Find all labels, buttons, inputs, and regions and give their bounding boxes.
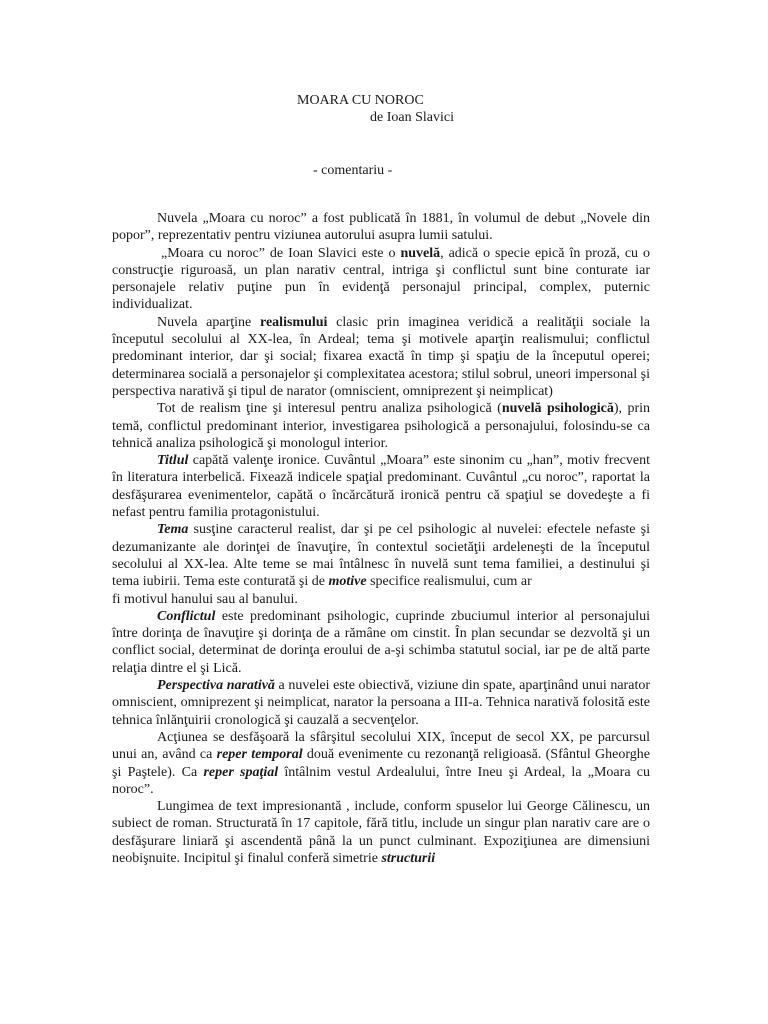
text-segment: ), prin temă, conflictul predominant interior, investigarea psihologică a personajului, folosindu-se ca tehnică analiza psihologică şi monologul interior. — [112, 401, 650, 451]
text-segment: Acţiunea se desfăşoară la sfârşitul secolului XIX, început de secol XX, pe parcursul unui an, având ca — [112, 729, 650, 763]
body-paragraph — [112, 677, 650, 729]
body-paragraph — [112, 729, 650, 798]
emphasized-term: realismului — [260, 314, 328, 330]
body-paragraph — [112, 314, 650, 400]
emphasized-term: Conflictul — [157, 608, 216, 624]
emphasized-term: Perspectiva narativă — [157, 678, 275, 694]
text-segment: capătă valenţe ironice. Cuvântul „Moara” este sinonim cu „han”, motiv frecvent în literatura interbelică. Fixează indicele spaţial predominant. Cuvântul „cu noroc”, raportat la desfăşurarea evenimentelor, capătă o încărcătură ironică pentru că spaţiul se dovedeşte a fi nefast pentru familia protagonistului. — [112, 453, 650, 521]
text-segment: Nuvela aparţine — [157, 314, 260, 330]
body-paragraph — [112, 210, 650, 245]
text-segment: susţine caracterul realist, dar şi pe cel psihologic al nuvelei: efectele nefaste şi dezumanizante ale dorinţei de înavuţire, în contextul societăţii ardeleneşti de la începutul secolului al XX-lea. Alte teme se mai întâlnesc în nuvelă sunt tema familiei, a destinului şi tema iubirii. Tema este conturată şi de — [112, 522, 650, 590]
text-segment: clasic prin imaginea veridică a realităţii sociale la începutul secolului al XX-lea, în Ardeal; tema şi motivele aparţin realismului; conflictul predominant interior, dar şi social; fixarea exactă în timp şi spaţiu de la începutul operei; determinarea socială a personajelor şi complexitatea acestora; stilul sobrul, uneori impersonal şi perspectiva narativă şi tipul de narator (omniscient, omniprezent şi neimplicat) — [112, 314, 650, 399]
emphasized-term: nuvelă — [400, 245, 441, 261]
document-body — [112, 210, 650, 867]
text-segment: întâlnim vestul Ardealului, între Ineu şi Ardeal, la „Moara cu noroc”. — [112, 764, 650, 797]
text-segment: specifice realismului, cum ar — [366, 574, 532, 590]
emphasized-term: Tema — [157, 522, 189, 538]
body-paragraph — [112, 798, 650, 867]
body-paragraph — [112, 521, 650, 590]
text-segment: Lungimea de text impresionantă , include, conform spuselor lui George Călinescu, un subiect de roman. Structurată în 17 capitole, fără titlu, include un singur plan narativ care are o desfăşurare liniară şi ascendentă până la un punct culminant. Expoziţiunea are dimensiuni neobişnuite. Incipitul şi finalul conferă simetrie — [112, 799, 650, 866]
body-paragraph — [112, 608, 650, 677]
emphasized-term: reper temporal — [216, 747, 303, 763]
body-paragraph — [112, 400, 650, 452]
text-segment: „Moara cu noroc” de Ioan Slavici este o — [161, 245, 401, 261]
emphasized-term: motive — [328, 574, 367, 590]
text-segment: fi motivul hanului sau al banului. — [112, 591, 298, 607]
body-paragraph — [112, 452, 650, 521]
document-title: MOARA CU NOROC — [297, 93, 424, 108]
text-segment: Nuvela „Moara cu noroc” a fost publicată în 1881, în volumul de debut „Novele din popor”, reprezentativ pentru viziunea autorului asupra lumii satului. — [112, 211, 650, 244]
text-segment: este predominant psihologic, cuprinde zbuciumul interior al personajului între dorinţa de înavuţire şi dorinţa de a rămâne om cinstit. În plan secundar se dezvoltă şi un conflict social, determinat de dorinţa eroului de a-şi schimba statutul social, iar pe de altă parte relaţia dintre el şi Lică. — [112, 608, 650, 676]
emphasized-term: Titlul — [157, 453, 189, 469]
body-paragraph — [112, 245, 650, 314]
document-subtitle: - comentariu - — [313, 163, 393, 178]
emphasized-term: nuvelă psihologică — [501, 401, 614, 417]
document-author: de Ioan Slavici — [370, 110, 454, 125]
text-segment: , adică o specie epică în proză, cu o construcţie riguroasă, un plan narativ central, intriga şi conflictul sunt bine conturate iar personajele relativ puţine pun în evidenţă personajul principal, complex, puternic individualizat. — [112, 245, 650, 313]
emphasized-term: structurii — [381, 850, 436, 866]
emphasized-term: reper spaţial — [203, 764, 279, 780]
text-segment: două evenimente cu rezonanţă religioasă. (Sfântul Gheorghe şi Paştele). Ca — [112, 747, 650, 780]
text-segment: Tot de realism ţine şi interesul pentru analiza psihologică ( — [157, 401, 502, 417]
body-paragraph — [112, 591, 650, 608]
text-segment: a nuvelei este obiectivă, viziune din spate, aparţinând unui narator omniscient, omniprezent şi neimplicat, narator la persoana a III-a. Tehnica narativă folosită este tehnica înlănţuirii cronologică şi cauzală a secvenţelor. — [112, 678, 650, 728]
